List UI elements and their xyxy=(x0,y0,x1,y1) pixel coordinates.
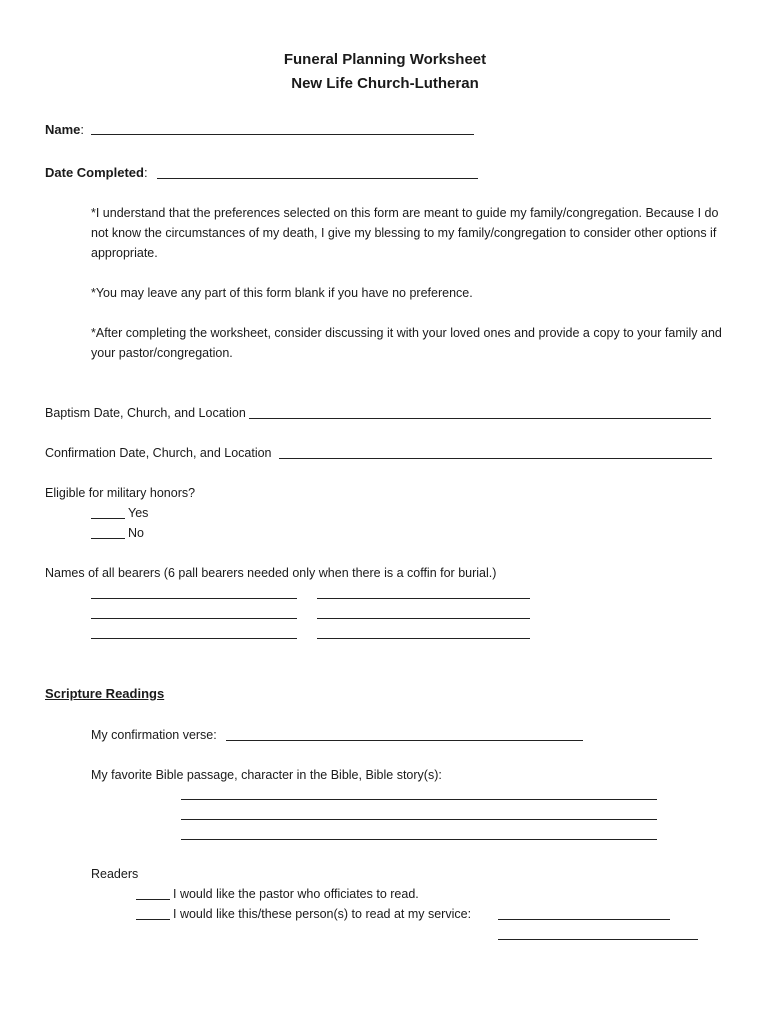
confirmation-input-line[interactable] xyxy=(279,458,712,459)
baptism-input-line[interactable] xyxy=(249,418,711,419)
note-leave-blank: *You may leave any part of this form blank if you have no preference. xyxy=(91,286,473,300)
military-no-label: No xyxy=(128,526,144,540)
note-discuss: *After completing the worksheet, consider discussing it with your loved ones and provide a copy to your family and your pastor/congregation. xyxy=(91,326,722,360)
confirmation-label: Confirmation Date, Church, and Location xyxy=(45,446,272,460)
bearer-line-1[interactable] xyxy=(91,598,297,599)
name-label-text: Name xyxy=(45,122,81,137)
confirmation-verse-label: My confirmation verse: xyxy=(91,728,217,742)
bearer-line-2[interactable] xyxy=(317,598,530,599)
date-label-text: Date Completed xyxy=(45,165,144,180)
military-no-blank[interactable] xyxy=(91,538,125,539)
reader-persons-option: I would like this/these person(s) to read at my service: xyxy=(173,907,472,921)
reader-pastor-option: I would like the pastor who officiates to read. xyxy=(173,887,419,901)
favorite-passage-line-1[interactable] xyxy=(181,799,657,800)
baptism-label: Baptism Date, Church, and Location xyxy=(45,406,246,420)
name-label-colon: : xyxy=(80,122,85,137)
reader-pastor-blank[interactable] xyxy=(136,899,170,900)
church-name: New Life Church-Lutheran xyxy=(291,75,479,92)
military-honors-question: Eligible for military honors? xyxy=(45,486,196,500)
favorite-passage-label: My favorite Bible passage, character in the Bible, Bible story(s): xyxy=(91,768,442,782)
favorite-passage-line-3[interactable] xyxy=(181,839,657,840)
military-yes-blank[interactable] xyxy=(91,518,125,519)
bearer-line-5[interactable] xyxy=(91,638,297,639)
reader-persons-line-1[interactable] xyxy=(498,919,670,920)
scripture-readings-heading: Scripture Readings xyxy=(45,686,165,701)
military-yes-label: Yes xyxy=(128,506,149,520)
date-completed-field-label xyxy=(45,166,148,179)
bearer-line-4[interactable] xyxy=(317,618,530,619)
note-guidance: *I understand that the preferences selected on this form are meant to guide my family/congregation. Because I do not know the circumstances of my death, I give my blessing to my family/congregation to consider other options if appropriate. xyxy=(91,206,719,260)
reader-persons-line-2[interactable] xyxy=(498,939,698,940)
bearer-line-3[interactable] xyxy=(91,618,297,619)
worksheet-title: Funeral Planning Worksheet xyxy=(283,51,487,68)
confirmation-verse-input-line[interactable] xyxy=(226,740,583,741)
date-completed-input-line[interactable] xyxy=(157,178,478,179)
date-label-colon: : xyxy=(143,165,148,180)
bearers-label: Names of all bearers (6 pall bearers needed only when there is a coffin for burial.) xyxy=(45,566,497,580)
favorite-passage-line-2[interactable] xyxy=(181,819,657,820)
name-input-line[interactable] xyxy=(91,134,474,135)
bearer-line-6[interactable] xyxy=(317,638,530,639)
reader-persons-blank[interactable] xyxy=(136,919,170,920)
name-field-label xyxy=(45,123,84,136)
readers-label: Readers xyxy=(91,867,139,881)
